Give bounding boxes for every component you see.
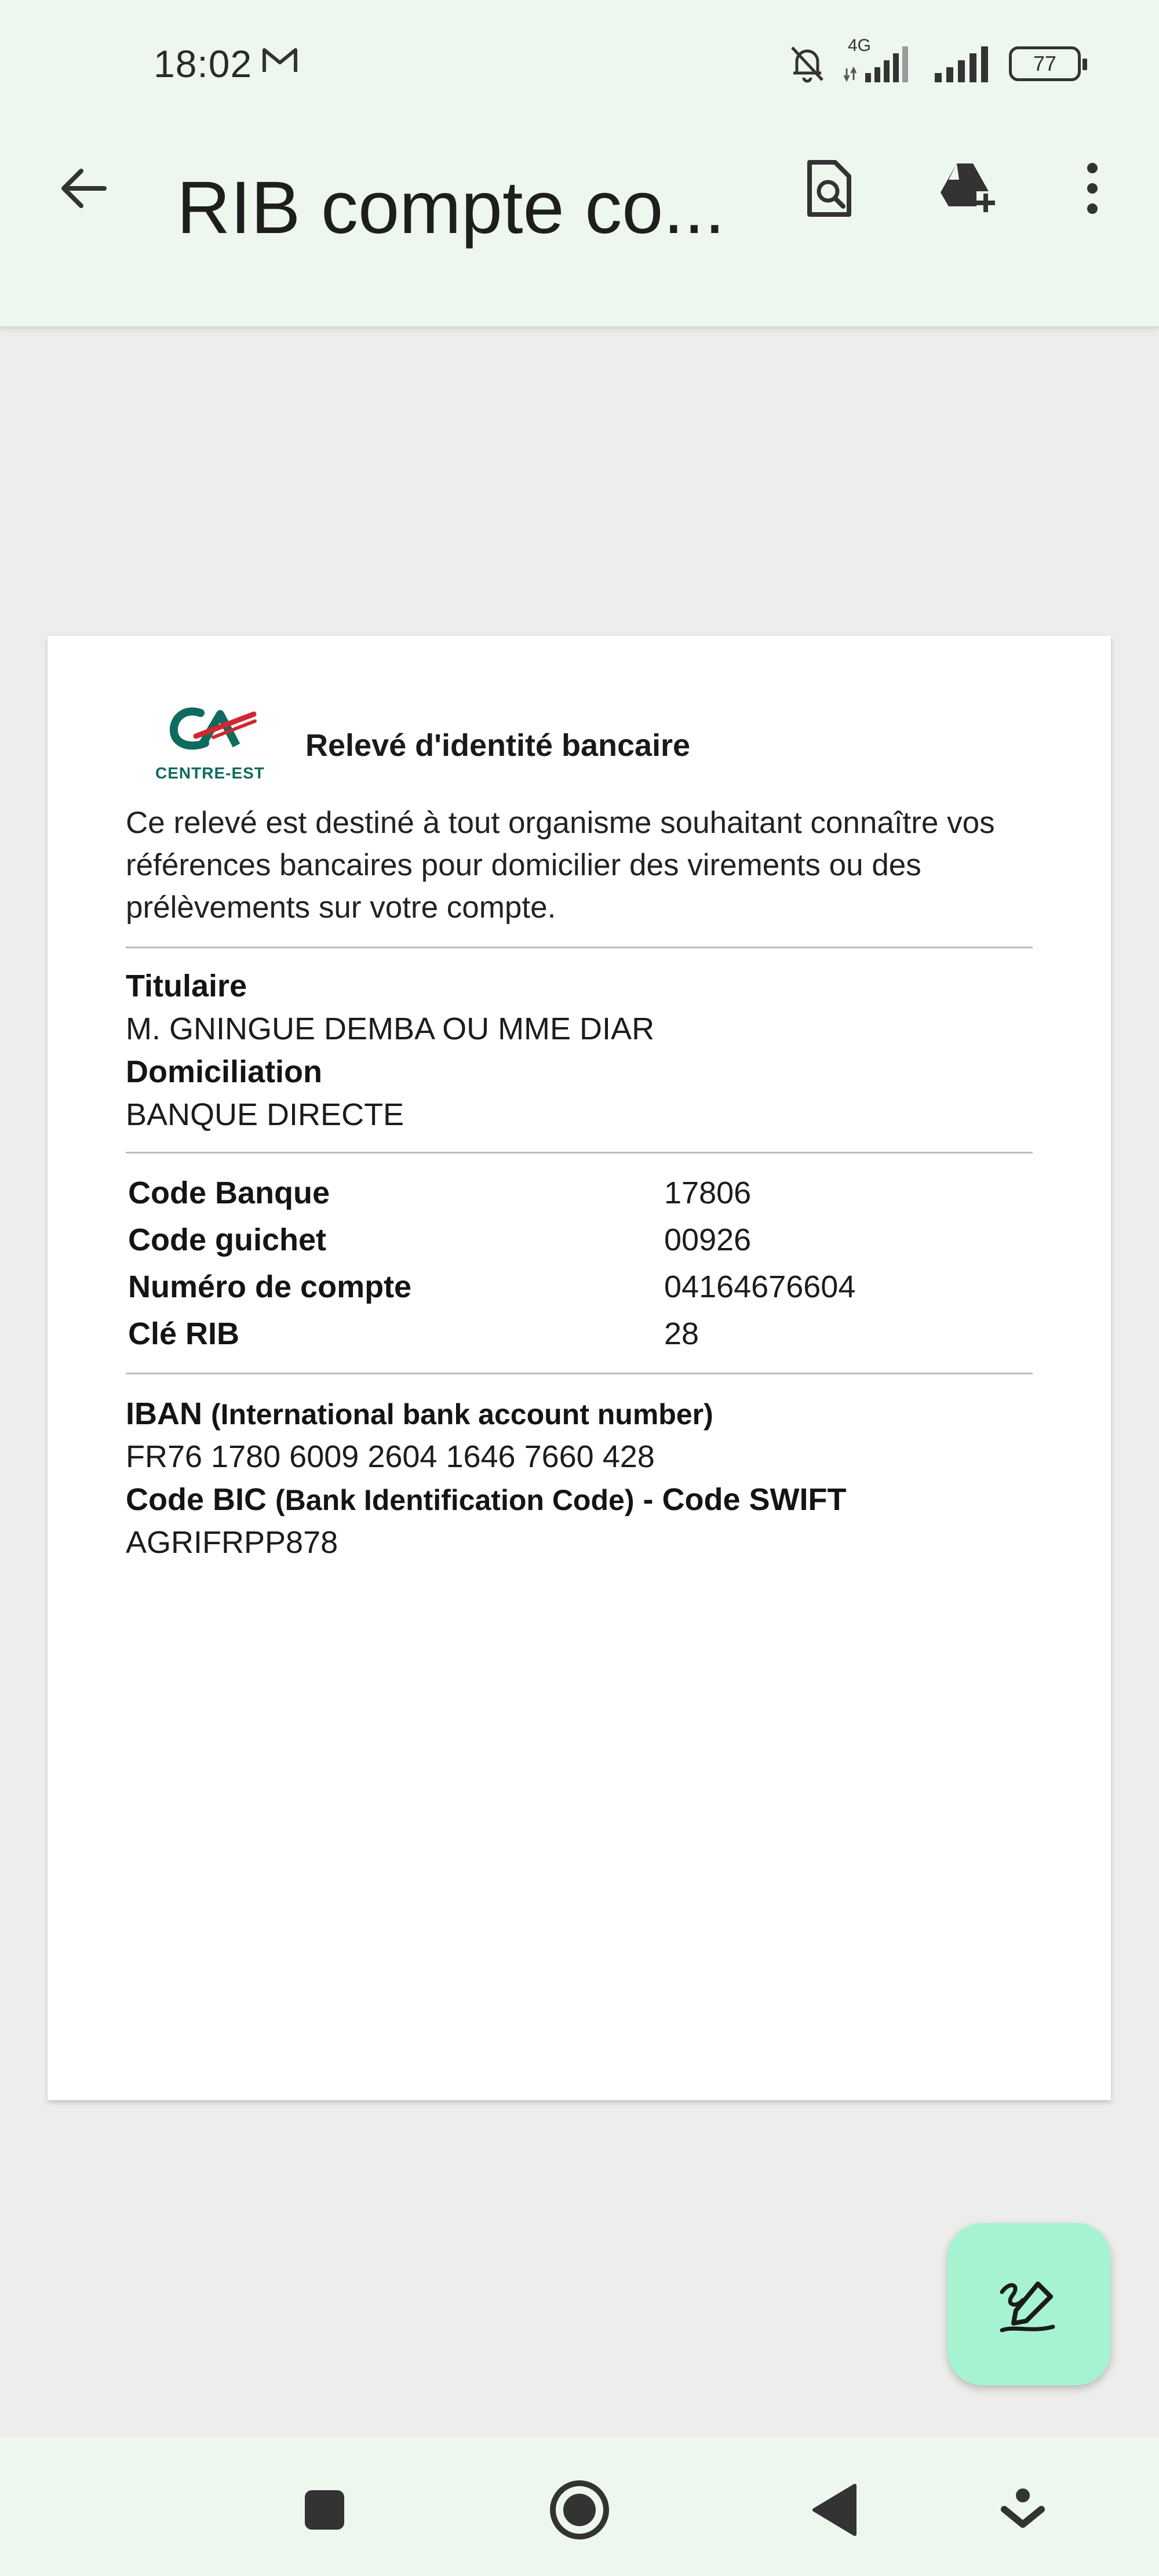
sign-edit-fab[interactable] xyxy=(947,2223,1111,2385)
status-time: 18:02 xyxy=(154,42,253,85)
notification-pull-icon xyxy=(1000,2484,1046,2536)
recents-button[interactable] xyxy=(290,2475,359,2545)
home-circle-icon xyxy=(548,2478,611,2542)
account-number-label: Numéro de compte xyxy=(128,1269,412,1304)
holder-value: M. GNINGUE DEMBA OU MME DIAR xyxy=(126,1012,655,1046)
cle-rib-label: Clé RIB xyxy=(128,1316,240,1351)
back-arrow-icon[interactable] xyxy=(52,157,116,220)
notification-pull-button[interactable] xyxy=(988,2475,1058,2545)
divider xyxy=(126,947,1033,948)
domiciliation-label: Domiciliation xyxy=(126,1054,323,1089)
divider xyxy=(126,1152,1033,1154)
divider xyxy=(126,1373,1033,1374)
more-vert-icon[interactable] xyxy=(1060,157,1124,220)
domiciliation-value: BANQUE DIRECTE xyxy=(126,1097,404,1132)
document-intro: Ce relevé est destiné à tout organisme souhaitant connaître vos références bancaires pour domicilier des virements ou des prélèvements sur votre compte. xyxy=(126,806,995,925)
drive-add-icon[interactable] xyxy=(936,157,1000,220)
back-triangle-icon xyxy=(808,2481,861,2539)
code-banque-value: 17806 xyxy=(664,1176,752,1210)
bic-label-line xyxy=(126,1482,846,1518)
document-title: RIB compte co... xyxy=(177,166,726,249)
square-icon xyxy=(301,2487,348,2533)
bic-label: Code BIC xyxy=(126,1482,267,1517)
account-number-value: 04164676604 xyxy=(664,1269,856,1304)
bic-value: AGRIFRPP878 xyxy=(126,1525,338,1560)
bank-logo-text: CENTRE-EST xyxy=(155,764,265,782)
status-icons xyxy=(786,36,1081,87)
network-type: 4G xyxy=(848,36,872,55)
app-top-bar xyxy=(0,0,1159,329)
document-search-icon[interactable] xyxy=(797,157,861,220)
home-button[interactable] xyxy=(545,2475,614,2545)
cle-rib-value: 28 xyxy=(664,1316,699,1351)
bell-off-icon xyxy=(786,43,828,85)
cell-signal-4g xyxy=(842,36,912,85)
code-guichet-label: Code guichet xyxy=(128,1222,327,1257)
mail-icon xyxy=(261,45,299,75)
code-guichet-value: 00926 xyxy=(664,1222,752,1257)
holder-label: Titulaire xyxy=(126,969,247,1003)
iban-label-line xyxy=(126,1396,713,1432)
iban-value: FR76 1780 6009 2604 1646 7660 428 xyxy=(126,1439,655,1474)
edit-signature-icon xyxy=(997,2272,1061,2336)
battery-level: 77 xyxy=(1033,52,1057,75)
battery-icon xyxy=(1009,46,1081,81)
iban-description: (International bank account number) xyxy=(211,1398,713,1431)
back-button[interactable] xyxy=(800,2475,869,2545)
iban-label: IBAN xyxy=(126,1396,202,1431)
code-banque-label: Code Banque xyxy=(128,1176,330,1210)
signal-icon xyxy=(925,43,995,85)
bic-suffix: - Code SWIFT xyxy=(643,1482,847,1517)
document-heading: Relevé d'identité bancaire xyxy=(305,728,691,763)
bic-description: (Bank Identification Code) xyxy=(275,1484,635,1516)
